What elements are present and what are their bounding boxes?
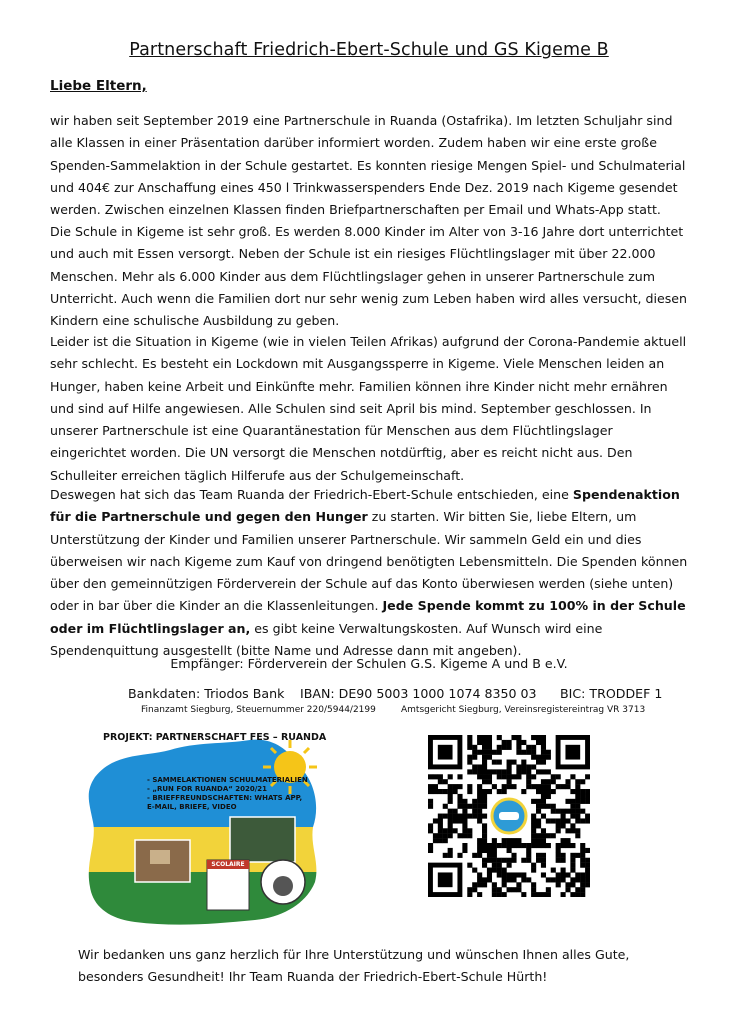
handshake-shape [499, 812, 519, 820]
page-title: Partnerschaft Friedrich-Ebert-Schule und GS Kigeme B [129, 40, 609, 60]
qr-finder-pattern [428, 863, 462, 897]
qr-finder-pattern [428, 735, 462, 769]
logo-tree [273, 876, 293, 896]
paragraph-3: Leider ist die Situation in Kigeme (wie in vielen Teilen Afrikas) aufgrund der Corona-Pandemie aktuell sehr schlecht. Es besteht ein Lockdown mit Ausgangssperre in Kigeme. Viele Menschen leiden an Hunger, haben keine Arbeit und Einkünfte mehr. Familien können ihre Kinder nicht mehr ernähren und sind auf Hilfe angewiesen. Alle Schulen sind seit April bis mind. September geschlossen. In unserer Partnerschule ist eine Quarantänestation für Menschen aus dem Flüchtlingslager eingerichtet worden. Die UN versorgt die Menschen notdürftig, aber es reicht nicht aus. Den Schulleiter erreichen täglich Hilferufe aus der Schulgemeinschaft. [50, 334, 687, 483]
para4-bold-1: Spendenaktion für die Partnerschule und gegen den Hunger [50, 487, 680, 525]
poster-list [147, 776, 308, 812]
para4-text-1: Deswegen hat sich das Team Ruanda der Friedrich-Ebert-Schule entschieden, eine [50, 487, 573, 502]
qr-code[interactable] [428, 735, 590, 897]
poster-heading: PROJEKT: PARTNERSCHAFT FES – RUANDA [103, 732, 327, 743]
bank-iban: IBAN: DE90 5003 1000 1074 8350 03 [300, 686, 537, 701]
poster-item: E-MAIL, BRIEFE, VIDEO [147, 803, 237, 811]
rwanda-map-graphic [75, 722, 335, 932]
bank-bic: BIC: TRODDEF 1 [560, 686, 663, 701]
bank-name: Bankdaten: Triodos Bank [128, 686, 285, 701]
tax-number: Finanzamt Siegburg, Steuernummer 220/5944/2199 [141, 705, 376, 715]
greeting: Liebe Eltern, [50, 78, 147, 94]
para4-bold-2: Jede Spende kommt zu 100% in der Schule oder im Flüchtlingslager an, [50, 598, 686, 636]
crest-label: SCOLAIRE [211, 861, 245, 868]
poster-item: - BRIEFFREUNDSCHAFTEN: WHATS APP, [147, 794, 303, 802]
poster-item: - SAMMELAKTIONEN SCHULMATERIALIEN [147, 776, 308, 784]
closing-text: Wir bedanken uns ganz herzlich für Ihre Unterstützung und wünschen Ihnen alles Gute, besonders Gesundheit! Ihr Team Ruanda der Friedrich-Ebert-Schule Hürth! [78, 947, 630, 984]
court-register: Amtsgericht Siegburg, Vereinsregistereintrag VR 3713 [401, 705, 646, 715]
photo-students [230, 817, 295, 862]
building-window [150, 850, 170, 864]
paragraph-4 [50, 484, 692, 662]
para4-text-3: es gibt keine Verwaltungskosten. Auf Wunsch wird eine Spendenquittung ausgestellt (bitte Name und Adresse dann mit angeben). [50, 620, 603, 659]
poster-item: - „RUN FOR RUANDA“ 2020/21 [147, 785, 268, 793]
qr-code-graphic[interactable] [428, 735, 590, 897]
recipient-line: Empfänger: Förderverein der Schulen G.S. Kigeme A und B e.V. [170, 656, 568, 671]
qr-finder-pattern [556, 735, 590, 769]
para4-text-2: zu starten. Wir bitten Sie, liebe Eltern, um Unterstützung der Kinder und Familien unserer Partnerschule. Wir sammeln Geld ein und dies überweisen wir nach Kigeme zum Kauf von dringend benötigten Lebensmitteln. Die Spenden können über den gemeinnützigen Förderverein der Schule auf das Konto überwiesen werden (siehe unten) oder in bar über die Kinder an die Klassenleitungen. [50, 509, 688, 614]
rwanda-project-poster [75, 722, 335, 932]
paragraph-1: wir haben seit September 2019 eine Partnerschule in Ruanda (Ostafrika). Im letzten Schuljahr sind alle Klassen in einer Präsentation darüber informiert worden. Zudem haben wir eine erste große Spenden-Sammelaktion in der Schule gestartet. Es konnten riesige Mengen Spiel- und Schulmaterial und 404€ zur Anschaffung eines 450 l Trinkwasserspenders Ende Dez. 2019 nach Kigeme gesendet werden. Zwischen einzelnen Klassen finden Briefpartnerschaften per Email und Whats-App statt. [50, 113, 686, 218]
paragraph-2: Die Schule in Kigeme ist sehr groß. Es werden 8.000 Kinder im Alter von 3-16 Jahre dort unterrichtet und auch mit Essen versorgt. Neben der Schule ist ein riesiges Flüchtlingslager mit über 22.000 Menschen. Mehr als 6.000 Kinder aus dem Flüchtlingslager gehen in unserer Partnerschule zum Unterricht. Auch wenn die Familien dort nur sehr wenig zum Leben haben wird alles versucht, diesen Kindern eine schulische Ausbildung zu geben. [50, 224, 688, 329]
